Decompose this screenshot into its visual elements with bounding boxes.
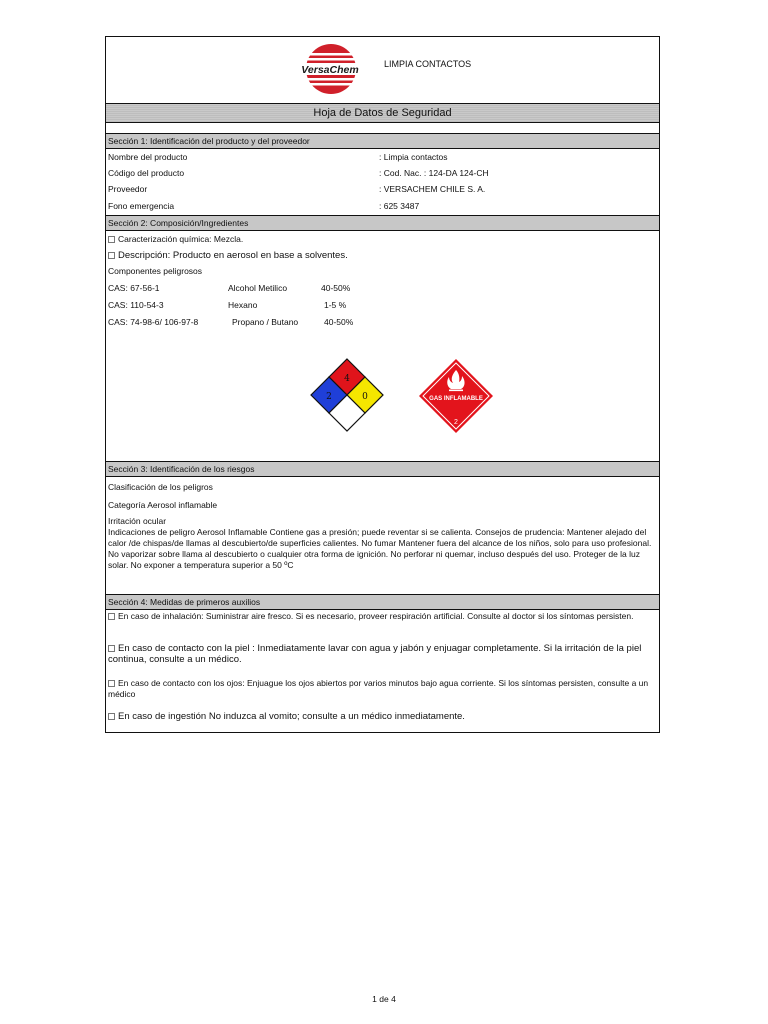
hazardous-components-title: Componentes peligrosos (108, 266, 203, 276)
component-3-pct: 40-50% (324, 317, 354, 327)
supplier-value: : VERSACHEM CHILE S. A. (379, 184, 486, 194)
supplier-label: Proveedor (108, 184, 148, 194)
component-2-cas: CAS: 110-54-3 (108, 300, 164, 310)
nfpa-health-value: 2 (326, 392, 332, 402)
product-code-label: Código del producto (108, 168, 185, 178)
eye-irritation: Irritación ocular (108, 516, 167, 526)
page-number: 1 de 4 (372, 994, 396, 1004)
component-2-name: Hexano (228, 300, 258, 310)
section-2-title: Sección 2: Composición/Ingredientes (106, 215, 659, 231)
product-name-value: : Limpia contactos (379, 152, 448, 162)
product-description: Descripción: Producto en aerosol en base a solventes. (108, 250, 348, 261)
document-header (106, 37, 659, 104)
dot-class-number: 2 (454, 419, 458, 426)
checkbox-icon (108, 645, 115, 652)
dot-label-text: GAS INFLAMABLE (429, 396, 483, 402)
product-code-value: : Cod. Nac. : 124-DA 124-CH (379, 168, 489, 178)
emergency-phone-value: : 625 3487 (379, 201, 420, 211)
first-aid-inhalation: En caso de inhalación: Suministrar aire fresco. Si es necesario, proveer respiración artificial. Consulte al doctor si los síntomas persisten. (108, 611, 658, 622)
section-1-title: Sección 1: Identificación del producto y del proveedor (106, 133, 659, 149)
safety-data-sheet (105, 36, 660, 733)
hazard-statements: Indicaciones de peligro Aerosol Inflamable Contiene gas a presión; puede reventar si se calienta. Consejos de prudencia: Mantener alejado del calor /de chispas/de llamas al descubierto/de superficies calientes. No fumar Mantener fuera del alcance de los niños, solo para uso profesional. No vaporizar sobre llama al descubierto o cualquier otra forma de ignición. No perforar ni quemar, incluso después del uso. Proteger de la luz solar. No exponer a temperatura superior a 50 ºC (108, 527, 652, 570)
first-aid-ingestion: En caso de ingestión No induzca al vomito; consulte a un médico inmediatamente. (108, 711, 658, 722)
component-3-name: Propano / Butano (232, 317, 299, 327)
emergency-phone-label: Fono emergencia (108, 201, 175, 211)
section-4-title: Sección 4: Medidas de primeros auxilios (106, 594, 659, 610)
nfpa-reactivity-value: 0 (362, 392, 368, 402)
checkbox-icon (108, 713, 115, 720)
logo-text: VersaChem (301, 64, 359, 76)
first-aid-eyes: En caso de contacto con los ojos: Enjuague los ojos abiertos por varios minutos bajo agua corriente. Si los síntomas persisten, consulte a un médico (108, 678, 649, 699)
component-1-name: Alcohol Metilico (228, 283, 288, 293)
checkbox-icon (108, 613, 115, 620)
nfpa-flammability-value: 4 (344, 374, 350, 384)
component-2-pct: 1-5 % (324, 300, 347, 310)
versachem-logo (300, 42, 360, 96)
component-1-cas: CAS: 67-56-1 (108, 283, 160, 293)
document-title: Hoja de Datos de Seguridad (106, 103, 659, 123)
product-title: LIMPIA CONTACTOS (384, 59, 472, 69)
component-1-pct: 40-50% (321, 283, 351, 293)
hazard-category: Categoría Aerosol inflamable (108, 500, 218, 510)
component-3-cas: CAS: 74-98-6/ 106-97-8 (108, 317, 199, 327)
first-aid-skin: En caso de contacto con la piel : Inmediatamente lavar con agua y jabón y enjuagar completamente. Si la irritación de la piel continua, consulte a un médico. (108, 643, 642, 665)
flammable-gas-label (418, 358, 494, 434)
checkbox-icon (108, 252, 115, 259)
checkbox-icon (108, 236, 115, 243)
checkbox-icon (108, 680, 115, 687)
hazard-classification: Clasificación de los peligros (108, 482, 213, 492)
product-name-label: Nombre del producto (108, 152, 188, 162)
section-3-title: Sección 3: Identificación de los riesgos (106, 461, 659, 477)
nfpa-diamond (309, 358, 385, 434)
chemical-characterization: Caracterización química: Mezcla. (108, 234, 243, 245)
